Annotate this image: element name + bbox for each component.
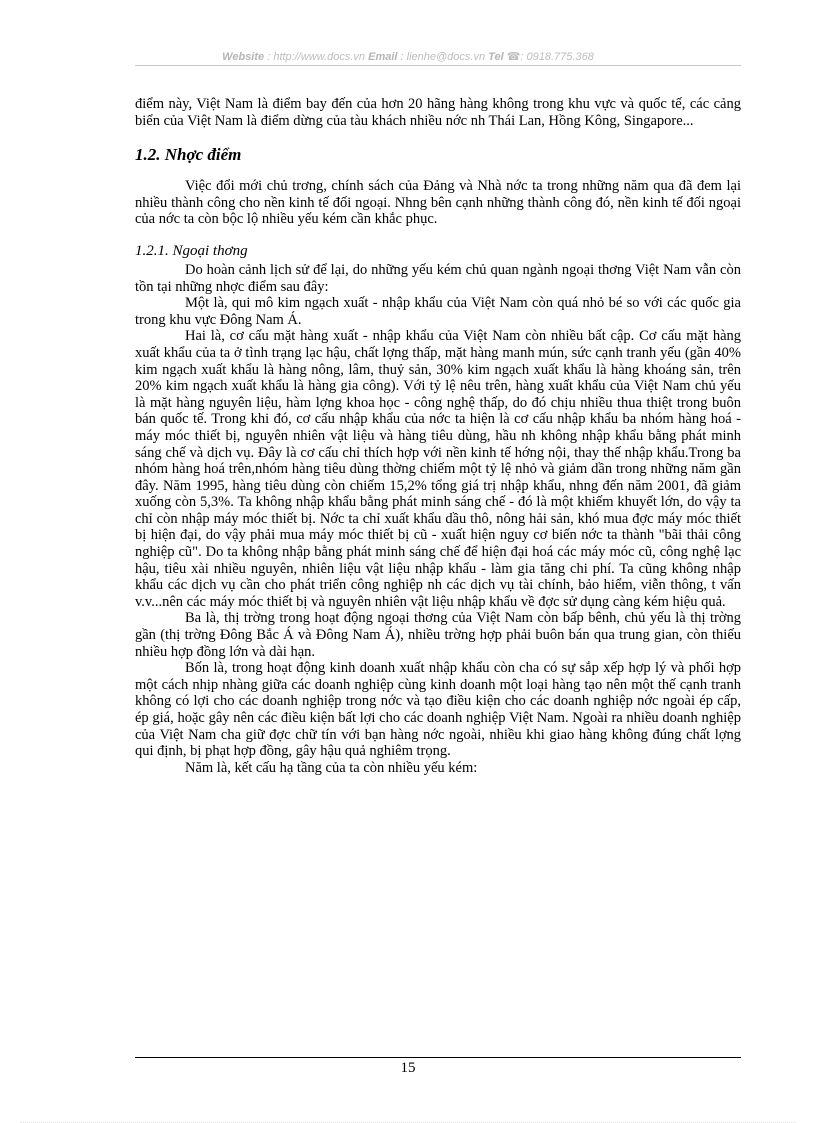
tel-label: Tel <box>488 51 504 63</box>
website-label: Website <box>222 51 265 63</box>
email-address: : lienhe@docs.vn <box>400 51 486 63</box>
subsection-heading-1-2-1: 1.2.1. Ngoại thơng <box>135 242 248 259</box>
paragraph-point-five: Năm là, kết cấu hạ tầng của ta còn nhiều yếu kém: <box>185 759 478 776</box>
email-label: Email <box>368 51 398 63</box>
paragraph-point-four: Bốn là, trong hoạt động kinh doanh xuất nhập khẩu còn cha có sự sắp xếp hợp lý và phối hợp một cách nhịp nhàng giữa các doanh nghiệp cùng kinh doanh một loại hàng tạo nên một thế cạnh tranh không có lợi cho các doanh nghiệp trong nớc và tạo điều kiện cho các doanh nghiệp nớc ngoài ép cấp, ép giá, hoặc gây nên các điều kiện bất lợi cho các doanh nghiệp Việt Nam. Ngoài ra nhiều doanh nghiệp của Việt Nam cha giữ đợc chữ tín với bạn hàng nớc ngoài, nhiều khi giao hàng không đúng chất lợng qui định, bị phạt hợp đồng, gây hậu quả nghiêm trọng. <box>135 660 741 760</box>
header-divider <box>135 65 741 66</box>
paragraph-continuation: điểm này, Việt Nam là điểm bay đến của hơn 20 hãng hàng không trong khu vực và quốc tế, các cảng biển của Việt Nam là điểm dừng của tàu khách nhiều nớc nh Thái Lan, Hồng Kông, Singapore... <box>135 96 741 129</box>
page-number: 15 <box>400 1060 416 1076</box>
paragraph-point-three: Ba là, thị trờng trong hoạt động ngoại thơng của Việt Nam còn bấp bênh, chủ yếu là thị trờng gần (thị trờng Đông Bắc Á và Đông Nam Á), nhiều trờng hợp phải buôn bán qua trung gian, còn thiếu nhiều hợp đồng lớn và dài hạn. <box>135 610 741 660</box>
tel-number: ☎: 0918.775.368 <box>506 51 594 63</box>
paragraph-intro: Việc đổi mới chủ trơng, chính sách của Đảng và Nhà nớc ta trong những năm qua đã đem lại nhiều thành công cho nền kinh tế đối ngoại. Nhng bên cạnh những thành công đó, nền kinh tế đối ngoại của nớc ta còn bộc lộ nhiều yếu kém cần khắc phục. <box>135 178 741 228</box>
paragraph-point-one: Một là, qui mô kim ngạch xuất - nhập khẩu của Việt Nam còn quá nhỏ bé so với các quốc gia trong khu vực Đông Nam Á. <box>135 295 741 328</box>
footer-divider <box>135 1057 741 1058</box>
paragraph-point-two: Hai là, cơ cấu mặt hàng xuất - nhập khẩu của Việt Nam còn nhiều bất cập. Cơ cấu mặt hàng xuất khẩu của ta ở tình trạng lạc hậu, chất lợng thấp, mặt hàng manh mún, sức cạnh tranh yếu (gần 40% kim ngạch xuất khẩu là hàng nông, lâm, thuỷ sản, 30% kim ngạch xuất khẩu là hàng khoáng sản, trên 20% kim ngạch xuất khẩu là hàng gia công). Với tỷ lệ nêu trên, hàng xuất khẩu của Việt Nam chủ yếu là mặt hàng nguyên liệu, hàm lợng khoa học - công nghệ thấp, do đó chịu nhiều thua thiệt trong buôn bán quốc tế. Trong khi đó, cơ cấu nhập khẩu của nớc ta hiện là cơ cấu nhập khẩu ba nhóm hàng hoá - máy móc thiết bị, nguyên nhiên vật liệu và hàng tiêu dùng, hầu nh không nhập khẩu bằng phát minh sáng chế và dịch vụ. Đây là cơ cấu chỉ thích hợp với nền kinh tế hớng nội, thay thế nhập khẩu.Trong ba nhóm hàng hoá trên,nhóm hàng tiêu dùng thờng chiếm một tỷ lệ nhỏ và giảm dần trong những năm gần đây. Năm 1995, hàng tiêu dùng còn chiếm 15,2% tổng giá trị nhập khẩu, nhng đến năm 2001, đã giảm xuống còn 5,3%. Ta không nhập khẩu bằng phát minh sáng chế - đó là một khiếm khuyết lớn, do vậy ta chỉ còn nhập máy móc thiết bị. Nớc ta chỉ xuất khẩu dầu thô, nông hải sản, khó mua đợc máy móc thiết bị hiện đại, do vậy phải mua máy móc thiết bị cũ - xuất hiện nguy cơ biến nớc ta thành "bãi thải công nghiệp cũ". Do ta không nhập bằng phát minh sáng chế để hiện đại hoá các máy móc cũ, công nghệ lạc hậu, tiêu xài nhiều nguyên, nhiên liệu vật liệu nhập khẩu - làm gia tăng chi phí. Ta cũng không nhập khẩu các dịch vụ cần cho phát triển công nghiệp nh các dịch vụ tài chính, bảo hiểm, viễn thông, t vấn v.v...nên các máy móc thiết bị và nguyên nhiên vật liệu nhập khẩu về đợc sử dụng càng kém hiệu quả. <box>135 328 741 610</box>
document-body <box>135 96 741 776</box>
section-heading-1-2: 1.2. Nhợc điểm <box>135 145 242 165</box>
paragraph-context: Do hoàn cảnh lịch sử để lại, do những yếu kém chủ quan ngành ngoại thơng Việt Nam vẫn còn tồn tại những nhợc điểm sau đây: <box>135 261 741 295</box>
page-header <box>0 50 816 63</box>
website-url: : http://www.docs.vn <box>267 51 366 63</box>
